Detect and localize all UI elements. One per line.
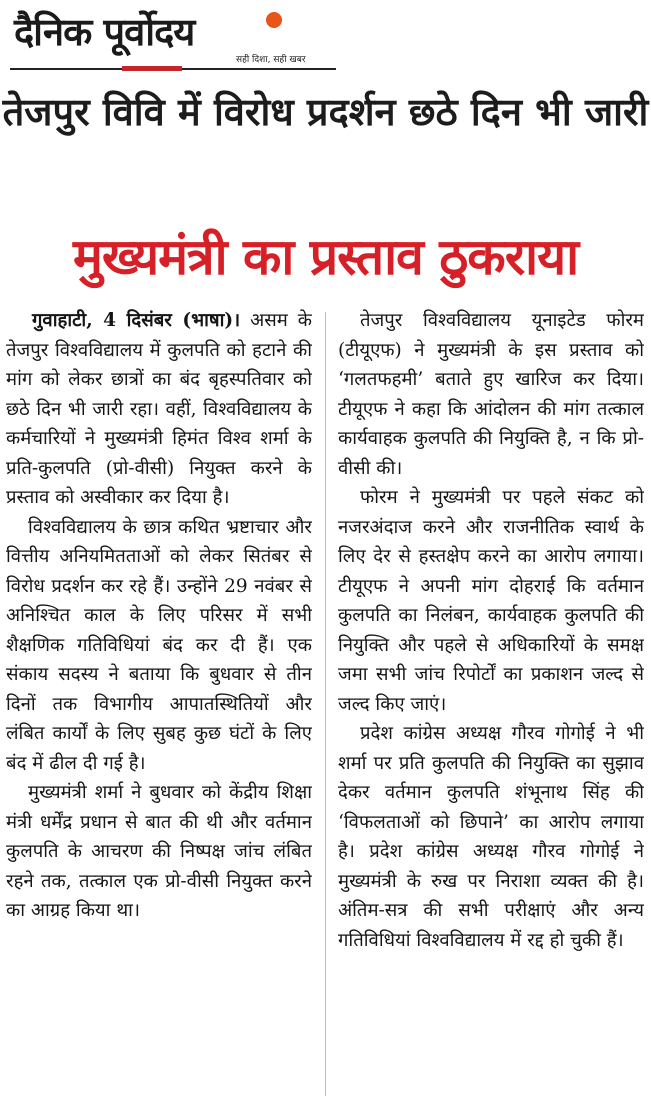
masthead <box>10 6 340 68</box>
article-paragraph: मुख्यमंत्री शर्मा ने बुधवार को केंद्रीय शिक्षा मंत्री धर्मेंद्र प्रधान से बात की थी और वर्तमान कुलपति के आचरण की निष्पक्ष जांच लंबित रहने तक, तत्काल एक प्रो-वीसी नियुक्त करने का आग्रह किया था। <box>6 782 312 921</box>
paragraph-text: असम के तेजपुर विश्वविद्यालय में कुलपति को हटाने की मांग को लेकर छात्रों का बंद बृहस्पतिवार को छठे दिन भी जारी रहा। वहीं, विश्वविद्यालय के कर्मचारियों ने मुख्यमंत्री हिमंत विश्व शर्मा के प्रति-कुलपति (प्रो-वीसी) नियुक्त करने के प्रस्ताव को अस्वीकार कर दिया है। <box>6 310 312 508</box>
headline: तेजपुर विवि में विरोध प्रदर्शन छठे दिन भी जारी <box>2 90 649 134</box>
article-paragraph: विश्वविद्यालय के छात्र कथित भ्रष्टाचार और वित्तीय अनियमितताओं को लेकर सितंबर से विरोध प्रदर्शन कर रहे हैं। उन्होंने 29 नवंबर से अनिश्चित काल के लिए परिसर में सभी शैक्षणिक गतिविधियां बंद कर दी हैं। एक संकाय सदस्य ने बताया कि बुधवार से तीन दिनों तक विभागीय आपातस्थितियों और लंबित कार्यों के लिए सुबह कुछ घंटों के लिए बंद में ढील दी गई है। <box>6 516 312 774</box>
logo-tagline: सही दिशा, सही खबर <box>236 55 306 65</box>
article-paragraph <box>6 306 312 513</box>
article-column-right <box>338 306 644 1096</box>
article-paragraph: फोरम ने मुख्यमंत्री पर पहले संकट को नजरअंदाज करने और राजनीतिक स्वार्थ के लिए देर से हस्तक्षेप करने का आरोप लगाया। टीयूएफ ने अपनी मांग दोहराई कि वर्तमान कुलपति का निलंबन, कार्यवाहक कुलपति की नियुक्ति और पहले से अधिकारियों के समक्ष जमा सभी जांच रिपोर्टों का प्रकाशन जल्द से जल्द किए जाएं। <box>338 487 644 715</box>
newspaper-logo: दैनिक पूर्वोदय <box>14 10 195 54</box>
article-column-left <box>6 306 312 1096</box>
logo-sun-icon <box>266 12 282 28</box>
article-paragraph: प्रदेश कांग्रेस अध्यक्ष गौरव गोगोई ने भी शर्मा पर प्रति कुलपति की नियुक्ति का सुझाव देकर वर्तमान कुलपति शंभूनाथ सिंह की ‘विफलताओं को छिपाने’ का आरोप लगाया है। प्रदेश कांग्रेस अध्यक्ष गौरव गोगोई ने मुख्यमंत्री के रुख पर निराशा व्यक्त की है। अंतिम-सत्र की सभी परीक्षाएं और अन्य गतिविधियां विश्वविद्यालय में रद्द हो चुकी हैं। <box>338 723 644 951</box>
dateline: गुवाहाटी, 4 दिसंबर (भाषा)। <box>32 310 241 331</box>
column-divider <box>325 312 326 1096</box>
subheadline: मुख्यमंत्री का प्रस्ताव ठुकराया <box>72 228 579 286</box>
masthead-accent-bar <box>122 66 182 71</box>
article-paragraph: तेजपुर विश्वविद्यालय यूनाइटेड फोरम (टीयूएफ) ने मुख्यमंत्री के इस प्रस्ताव को ‘गलतफहमी’ बताते हुए खारिज कर दिया। टीयूएफ ने कहा कि आंदोलन की मांग तत्काल कार्यवाहक कुलपति की नियुक्ति है, न कि प्रो-वीसी की। <box>338 310 644 479</box>
